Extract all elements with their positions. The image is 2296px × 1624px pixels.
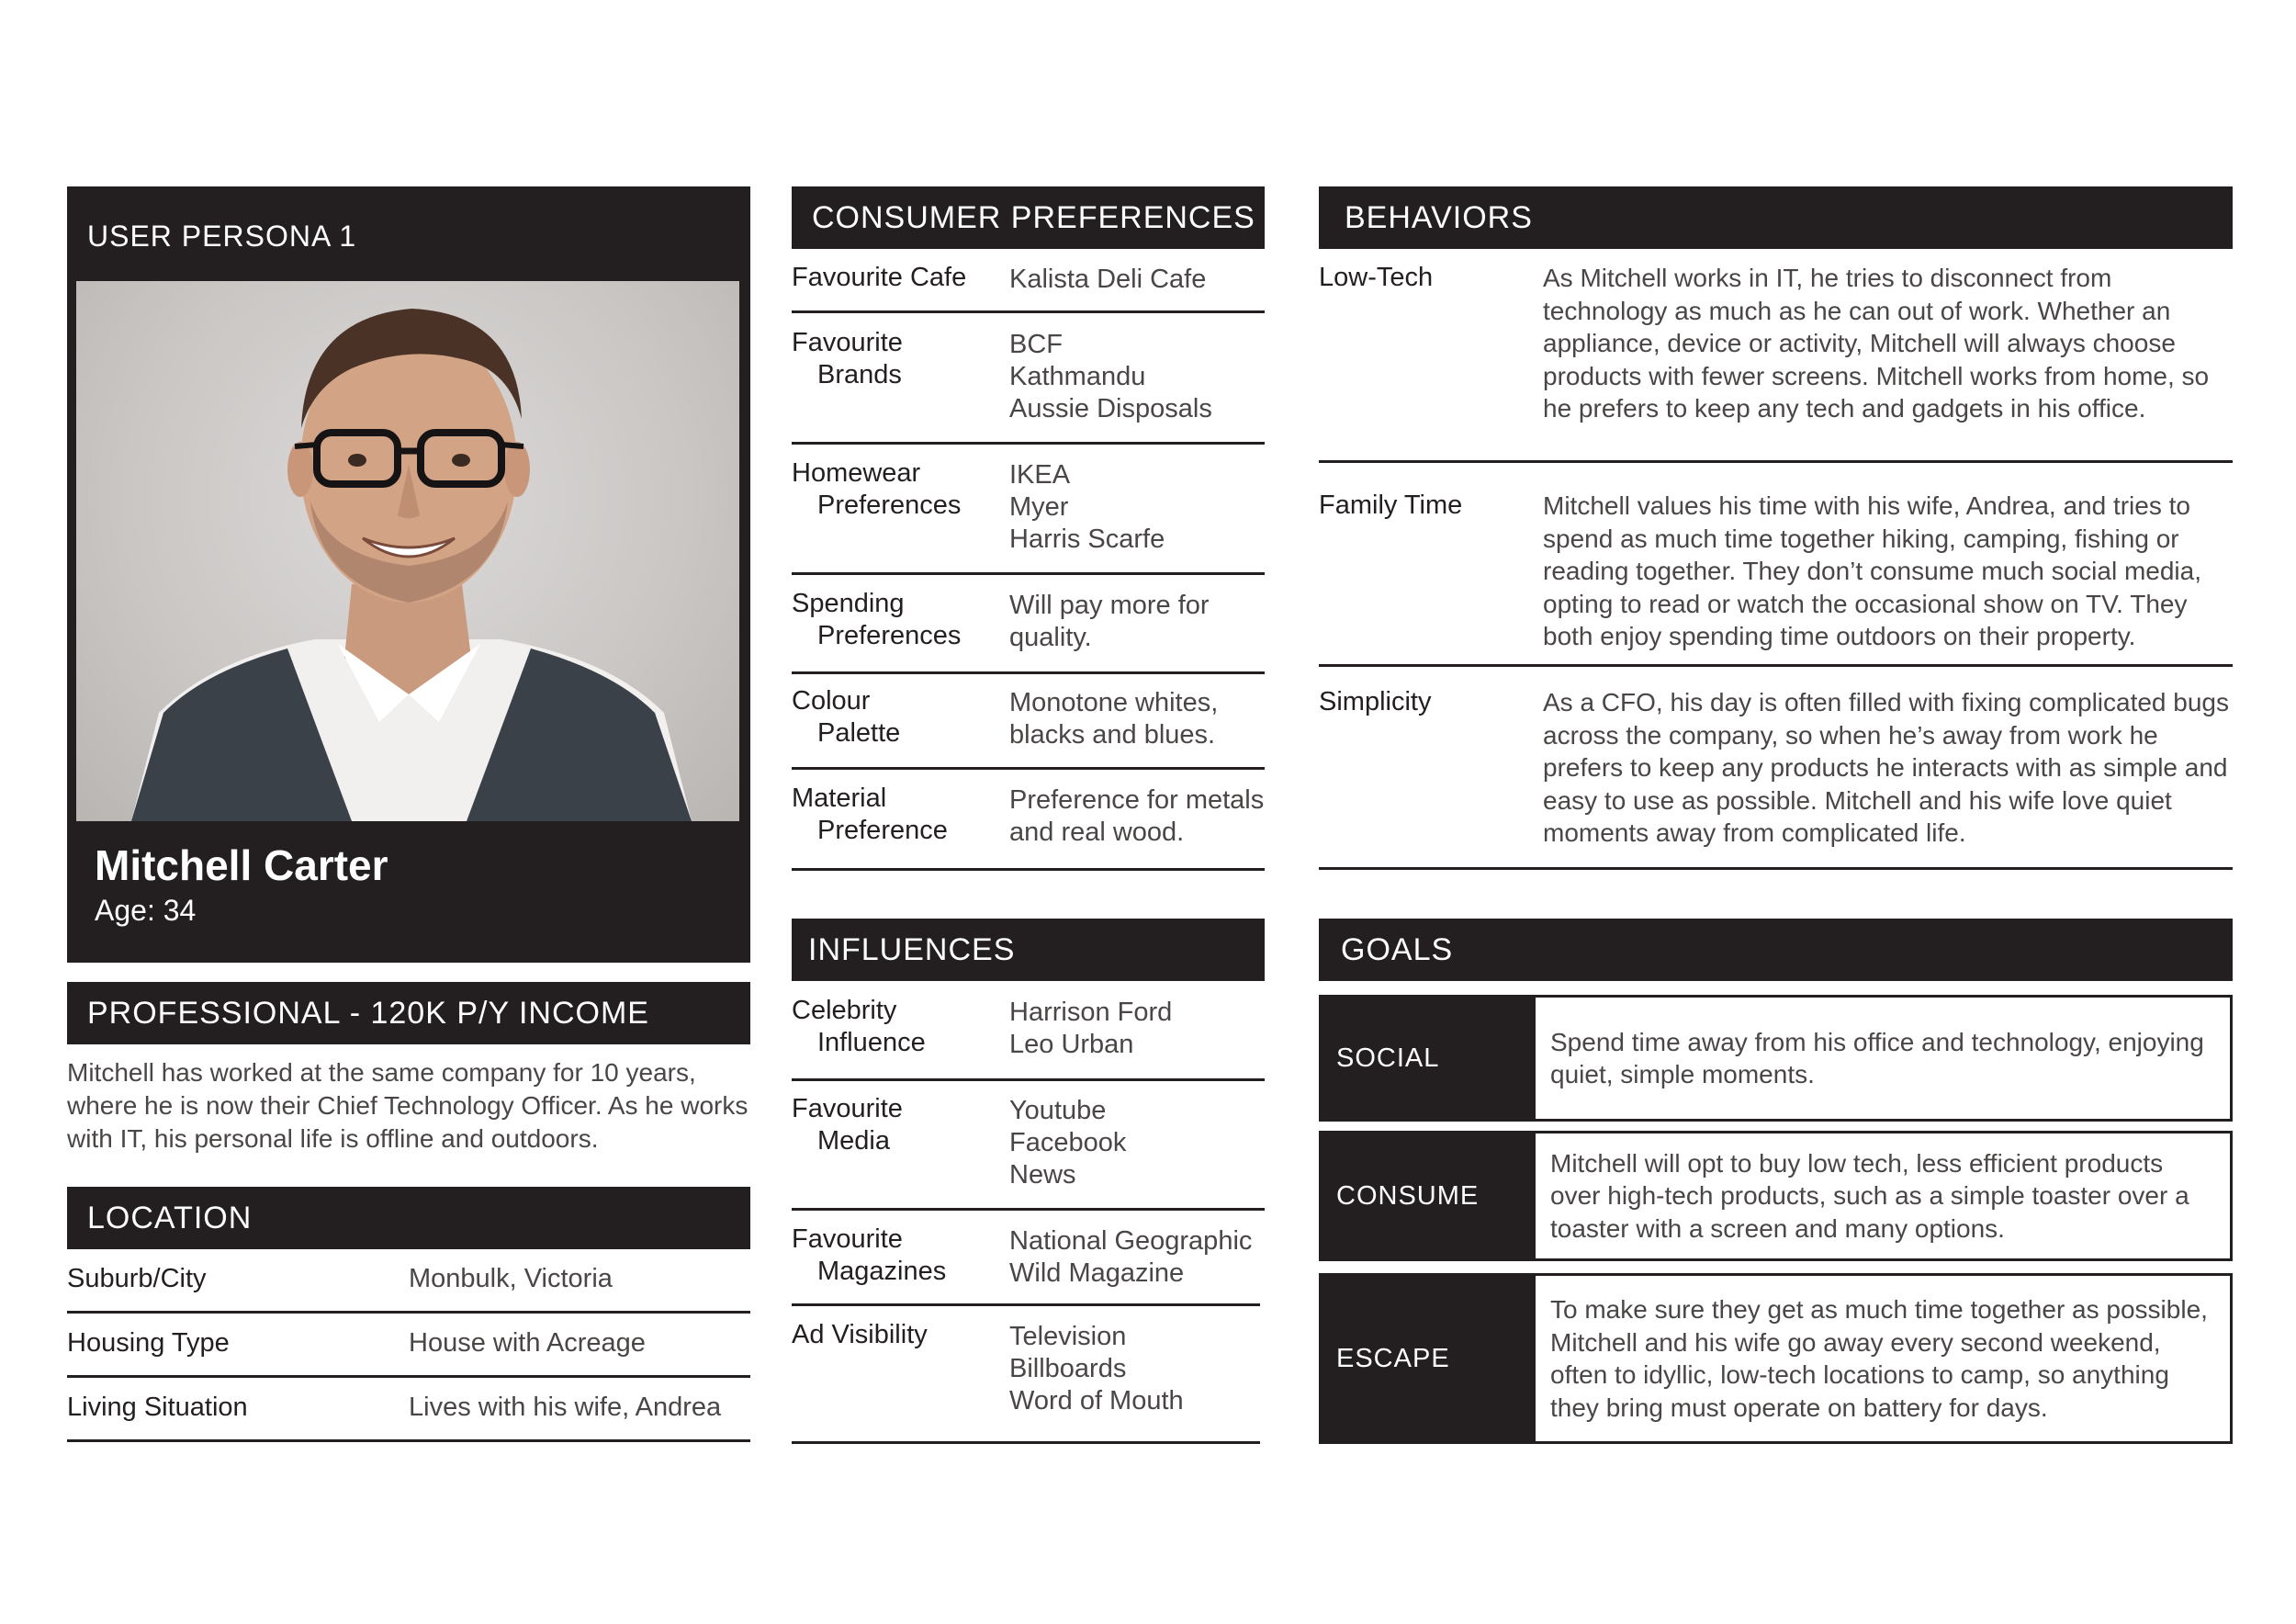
location-value: Monbulk, Victoria bbox=[409, 1264, 613, 1293]
persona-photo bbox=[76, 281, 739, 821]
preference-row bbox=[792, 588, 1265, 674]
influences-header: INFLUENCES bbox=[792, 919, 1265, 981]
behaviors-header: BEHAVIORS bbox=[1319, 186, 2233, 249]
influence-row bbox=[792, 1319, 1260, 1444]
location-row bbox=[67, 1249, 750, 1314]
persona-card bbox=[67, 186, 750, 963]
behavior-row bbox=[1319, 262, 2233, 463]
preference-label: Spending Preferences bbox=[792, 589, 962, 650]
behavior-row bbox=[1319, 686, 2233, 870]
goal-label: ESCAPE bbox=[1336, 1343, 1450, 1373]
portrait-illustration bbox=[76, 281, 739, 821]
preference-row bbox=[792, 685, 1265, 770]
behavior-row bbox=[1319, 490, 2233, 667]
preference-label: Homewear Preferences bbox=[792, 458, 962, 520]
location-row bbox=[67, 1378, 750, 1442]
preference-label: Favourite Brands bbox=[792, 328, 903, 389]
goal-description: Spend time away from his office and technology, enjoying quiet, simple moments. bbox=[1536, 998, 2230, 1119]
influence-row bbox=[792, 1093, 1265, 1211]
influence-row bbox=[792, 1224, 1260, 1306]
preference-row bbox=[792, 783, 1265, 871]
behavior-label: Simplicity bbox=[1319, 687, 1432, 716]
influence-label: Favourite Media bbox=[792, 1094, 903, 1156]
preference-row bbox=[792, 327, 1265, 445]
location-header: LOCATION bbox=[67, 1187, 750, 1249]
preference-label: Material Preference bbox=[792, 784, 948, 845]
behavior-description: As a CFO, his day is often filled with fixing complicated bugs across the company, so when he’s away from work he prefers to keep any products he interacts with as simple and easy to use as possible. Mitchell and his wife love quiet moments away from complicated life. bbox=[1543, 688, 2230, 847]
goal-description: To make sure they get as much time together as possible, Mitchell and his wife go away every second weekend, often to idyllic, low-tech locations to camp, so anything they bring must operate on battery for days. bbox=[1536, 1276, 2230, 1441]
location-label: Living Situation bbox=[67, 1393, 248, 1422]
goal-label: CONSUME bbox=[1336, 1180, 1480, 1211]
influence-value: National Geographic Wild Magazine bbox=[1009, 1226, 1253, 1288]
preference-value: BCF Kathmandu Aussie Disposals bbox=[1009, 330, 1212, 423]
behavior-label: Low-Tech bbox=[1319, 263, 1434, 292]
professional-description: Mitchell has worked at the same company for 10 years, where he is now their Chief Technology Officer. As he works with IT, his personal life is offline and outdoors. bbox=[67, 1058, 748, 1153]
goals-header: GOALS bbox=[1319, 919, 2233, 981]
goal-row bbox=[1319, 995, 2233, 1122]
influence-value: Harrison Ford Leo Urban bbox=[1009, 998, 1173, 1059]
influence-value: Youtube Facebook News bbox=[1009, 1096, 1127, 1190]
consumer-preferences-header: CONSUMER PREFERENCES bbox=[792, 186, 1265, 249]
preference-label: Favourite Cafe bbox=[792, 263, 967, 292]
goal-description: Mitchell will opt to buy low tech, less efficient products over high-tech products, such as a simple toaster over a toaster with a screen and many options. bbox=[1536, 1133, 2230, 1258]
persona-age: Age: 34 bbox=[95, 894, 197, 927]
goal-row bbox=[1319, 1273, 2233, 1444]
preference-value: Kalista Deli Cafe bbox=[1009, 265, 1207, 294]
preference-value: Monotone whites, blacks and blues. bbox=[1009, 688, 1219, 750]
location-value: Lives with his wife, Andrea bbox=[409, 1393, 722, 1422]
goal-row bbox=[1319, 1131, 2233, 1261]
influence-label: Celebrity Influence bbox=[792, 996, 926, 1057]
behavior-description: Mitchell values his time with his wife, Andrea, and tries to spend as much time together hiking, camping, fishing or reading together. They don’t consume much social media, opting to read or watch the occasional show on TV. They both enjoy spending time outdoors on their property. bbox=[1543, 491, 2202, 650]
location-label: Suburb/City bbox=[67, 1264, 207, 1293]
behavior-label: Family Time bbox=[1319, 491, 1463, 520]
influence-value: Television Billboards Word of Mouth bbox=[1009, 1322, 1184, 1415]
influence-row bbox=[792, 995, 1265, 1081]
preference-value: Preference for metals and real wood. bbox=[1009, 785, 1265, 847]
persona-name: Mitchell Carter bbox=[95, 841, 388, 889]
influence-label: Favourite Magazines bbox=[792, 1224, 947, 1286]
preference-label: Colour Palette bbox=[792, 686, 901, 748]
location-value: House with Acreage bbox=[409, 1328, 646, 1358]
behavior-description: As Mitchell works in IT, he tries to disconnect from technology as much as he can out of work. Whether an appliance, device or activity, Mitchell will always choose products with fewer screens. Mitchell works from home, so he prefers to keep any tech and gadgets in his office. bbox=[1543, 264, 2210, 423]
location-label: Housing Type bbox=[67, 1328, 230, 1358]
goal-label: SOCIAL bbox=[1336, 1043, 1440, 1073]
preference-value: Will pay more for quality. bbox=[1009, 591, 1210, 652]
influence-label: Ad Visibility bbox=[792, 1320, 928, 1349]
preference-row bbox=[792, 457, 1265, 575]
preference-value: IKEA Myer Harris Scarfe bbox=[1009, 460, 1165, 554]
persona-card-label: USER PERSONA 1 bbox=[87, 220, 357, 253]
professional-header: PROFESSIONAL - 120K P/Y INCOME bbox=[67, 982, 750, 1044]
location-row bbox=[67, 1314, 750, 1378]
preference-row bbox=[792, 262, 1265, 313]
